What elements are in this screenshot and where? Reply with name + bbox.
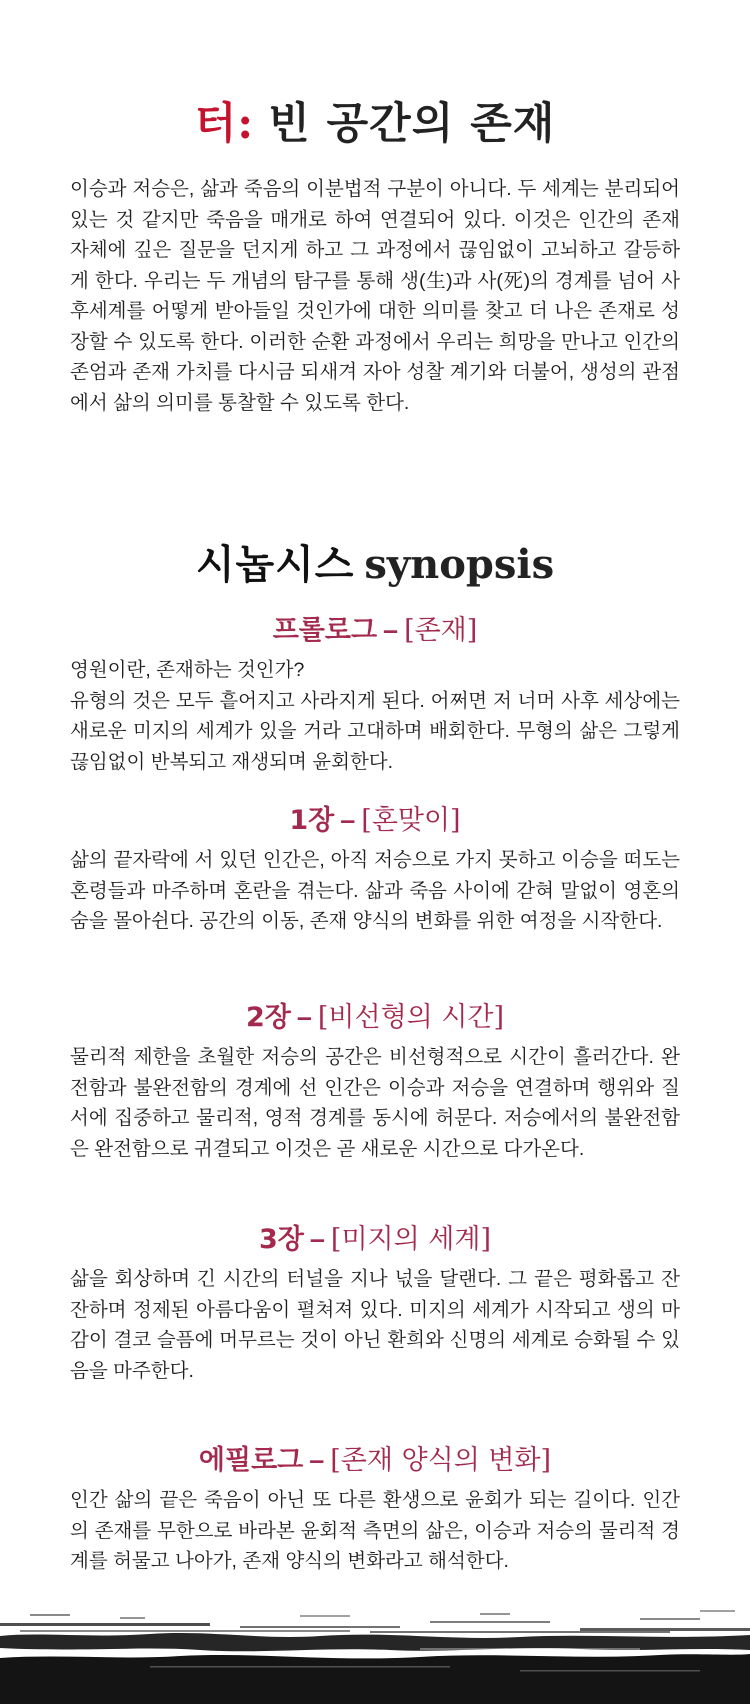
ink-brush-stroke [0, 1600, 750, 1704]
intro-paragraph: 이승과 저승은, 삶과 죽음의 이분법적 구분이 아니다. 두 세계는 분리되어있는 것 같지만 죽음을 매개로 하여 연결되어 있다. 이것은 인간의 존재 자체에 깊은 질문을 던지게 하고 그 과정에서 끊임없이 고뇌하고 갈등하게 한다. 우리는 두 개념의 탐구를 통해 생(生)과 사(死)의 경계를 넘어 사후세계를 어떻게 받아들일 것인가에 대한 의미를 찾고 더 나은 존재로 성장할 수 있도록 한다. 이러한 순환 과정에서 우리는 희망을 만나고 인간의 존엄과 존재 가치를 다시금 되새겨 자아 성찰 계기와 더불어, 생성의 관점에서 삶의 의미를 통찰할 수 있도록 한다. [70, 178, 680, 414]
chapter-subtitle: [미지의 세계] [330, 1224, 491, 1255]
chapter-prologue [70, 613, 680, 777]
chapter-name: 1장 [289, 805, 335, 836]
chapter-name: 2장 [245, 1002, 291, 1033]
chapter-subtitle: [비선형의 시간] [317, 1002, 505, 1033]
chapter-text: 삶을 회상하며 긴 시간의 터널을 지나 넋을 달랜다. 그 끝은 평화롭고 잔잔하며 정제된 아름다움이 펼쳐져 있다. 미지의 세계가 시작되고 생의 마감이 결코 슬픔에 머무르는 것이 아닌 환희와 신명의 세계로 승화될 수 있음을 마주한다. [70, 1268, 680, 1382]
chapter-subtitle: [존재] [404, 615, 478, 646]
chapter-name: 프롤로그 [272, 615, 378, 646]
title-text: 빈 공간의 존재 [268, 99, 556, 149]
chapter-heading [70, 803, 680, 838]
chapter-text: 물리적 제한을 초월한 저승의 공간은 비선형적으로 시간이 흘러간다. 완전함과 불완전함의 경계에 선 인간은 이승과 저승을 연결하며 행위와 질서에 집중하고 물리적, 영적 경계를 동시에 허문다. 저승에서의 불완전함은 완전함으로 귀결되고 이것은 곧 새로운 시간으로 다가온다. [70, 1046, 680, 1160]
chapter-question: 영원이란, 존재하는 것인가? [70, 659, 305, 681]
chapter-heading [70, 1222, 680, 1257]
chapter-2 [70, 1000, 680, 1164]
chapter-text: 인간 삶의 끝은 죽음이 아닌 또 다른 환생으로 윤회가 되는 길이다. 인간의 존재를 무한으로 바라본 윤회적 측면의 삶은, 이승과 저승의 물리적 경계를 허물고 나아가, 존재 양식의 변화라고 해석한다. [70, 1489, 680, 1572]
chapter-subtitle: [존재 양식의 변화] [330, 1445, 552, 1476]
chapter-dash: – [296, 1002, 312, 1032]
chapter-3 [70, 1222, 680, 1386]
chapter-heading [70, 613, 680, 648]
chapter-name: 에필로그 [198, 1445, 304, 1476]
chapter-dash: – [383, 615, 399, 645]
synopsis-title-ko: 시놉시스 [195, 542, 355, 588]
chapter-heading [70, 1443, 680, 1478]
synopsis-heading [0, 533, 750, 590]
chapter-heading [70, 1000, 680, 1035]
title-colon: : [237, 99, 255, 149]
chapter-dash: – [309, 1445, 325, 1475]
chapter-name: 3장 [259, 1224, 304, 1255]
page-title [0, 98, 750, 150]
synopsis-title-en: synopsis [364, 541, 555, 588]
chapter-text: 삶의 끝자락에 서 있던 인간은, 아직 저승으로 가지 못하고 이승을 떠도는 혼령들과 마주하며 혼란을 겪는다. 삶과 죽음 사이에 갇혀 말없이 영혼의 숨을 몰아쉰다. 공간의 이동, 존재 양식의 변화를 위한 여정을 시작한다. [70, 849, 680, 932]
chapter-text: 유형의 것은 모두 흩어지고 사라지게 된다. 어쩌면 저 너머 사후 세상에는 새로운 미지의 세계가 있을 거라 고대하며 배회한다. 무형의 삶은 그렇게 끊임없이 반복되고 재생되며 윤회한다. [70, 689, 680, 773]
chapter-dash: – [309, 1224, 325, 1254]
chapter-1 [70, 803, 680, 937]
title-accent-char: 터 [194, 99, 238, 149]
chapter-body [70, 655, 680, 777]
chapter-epilogue [70, 1443, 680, 1577]
chapter-dash: – [340, 805, 356, 835]
chapter-subtitle: [혼맞이] [361, 805, 461, 836]
